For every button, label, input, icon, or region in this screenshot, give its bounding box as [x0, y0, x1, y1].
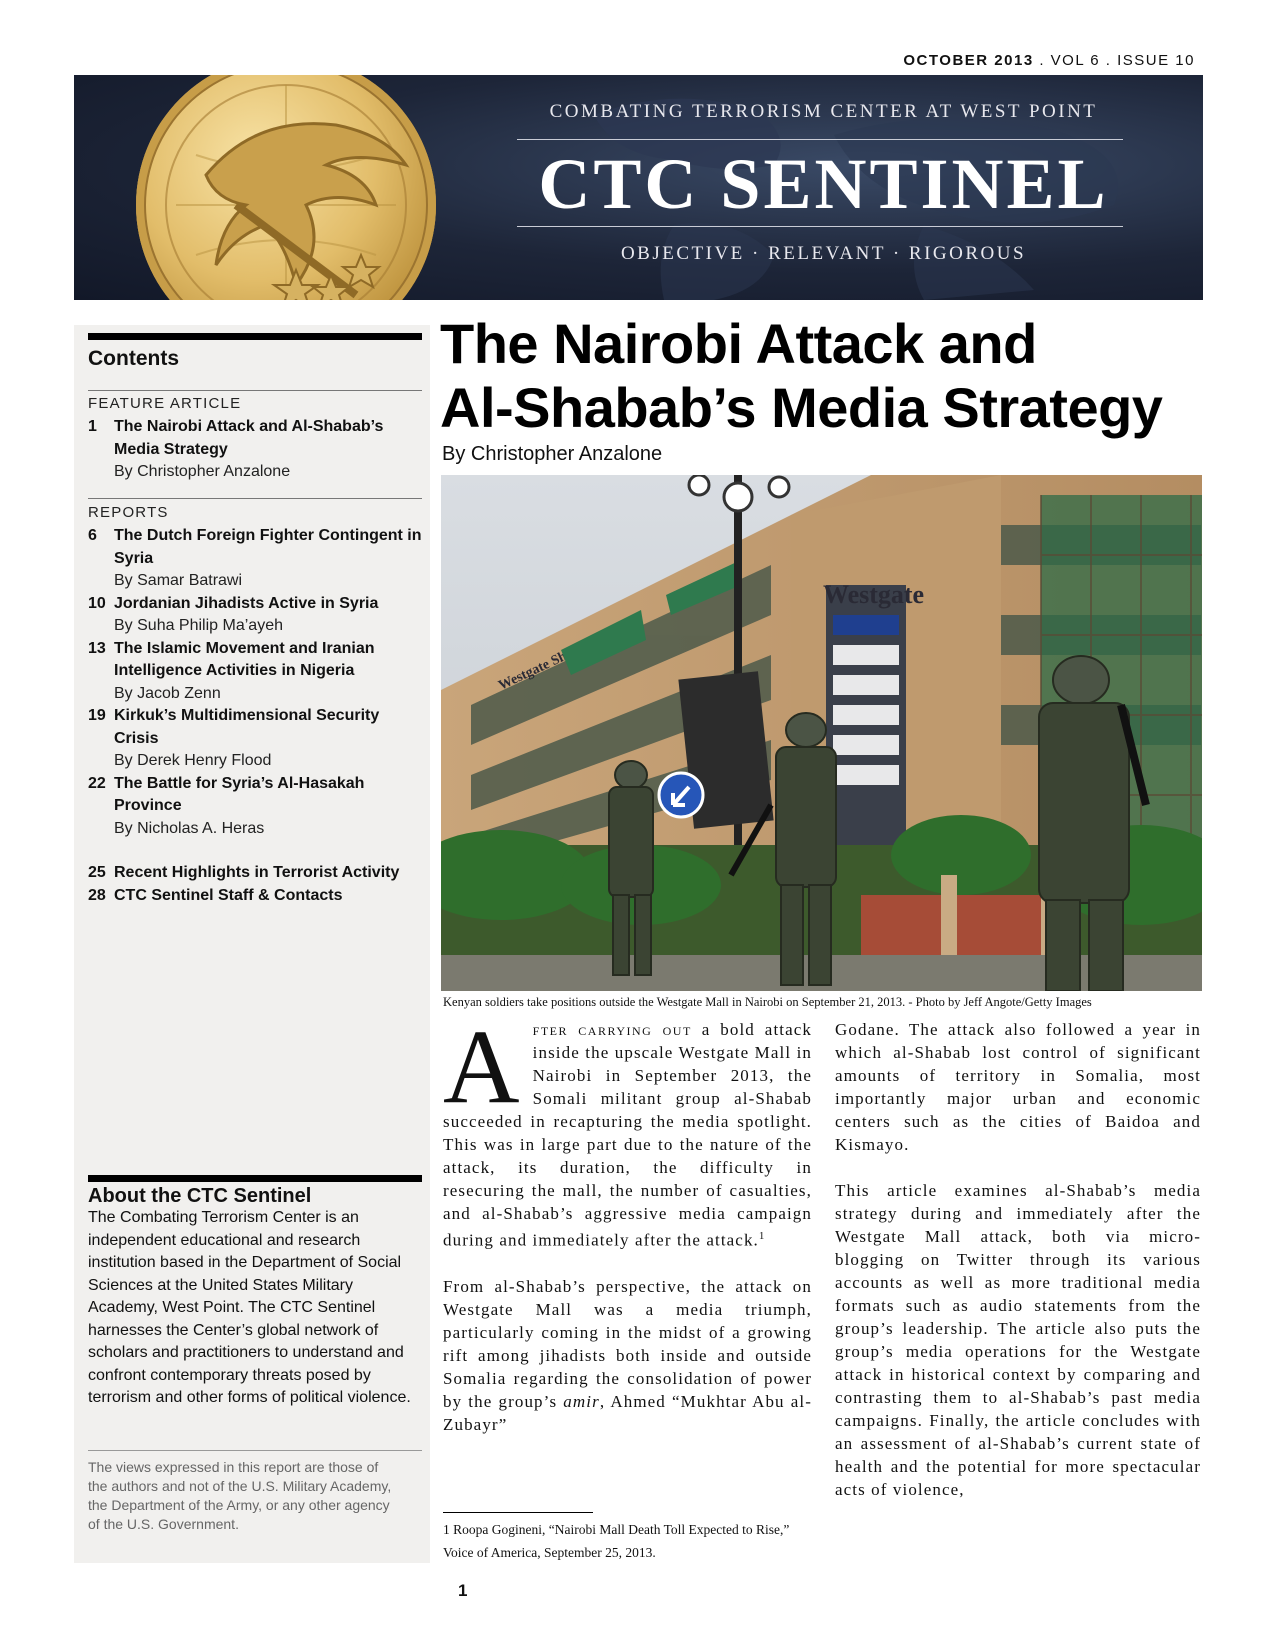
article-column-2: [835, 1018, 1201, 1524]
reports-label: REPORTS: [88, 504, 169, 521]
toc-title: The Islamic Movement and Iranian Intelligence Activities in Nigeria: [114, 639, 375, 679]
toc-entry-report[interactable]: [88, 525, 422, 593]
article-paragraph: [443, 1275, 812, 1436]
toc-entry-report[interactable]: [88, 773, 422, 841]
toc-author: By Nicholas A. Heras: [114, 819, 265, 837]
paragraph-3: Godane. The attack also followed a year in which al-Shabab lost control of significant amounts of territory in Somalia, most importantly major urban and economic centers such as the cities of Baidoa and Kismayo.: [835, 1020, 1201, 1154]
issue-date: OCTOBER 2013: [903, 52, 1034, 69]
contents-heading: Contents: [88, 347, 179, 370]
footnote: 1 Roopa Gogineni, “Nairobi Mall Death Toll Expected to Rise,” Voice of America, September 25, 2013.: [443, 1522, 790, 1560]
toc-page-number: 25: [88, 864, 106, 881]
photo-caption: Kenyan soldiers take positions outside the Westgate Mall in Nairobi on September 21, 2013. - Photo by Jeff Angote/Getty Images: [443, 995, 1092, 1009]
masthead-title: CTC SENTINEL: [538, 144, 1109, 224]
contents-bar: [88, 333, 422, 340]
divider: [88, 390, 422, 391]
headline-line-1: The Nairobi Attack and: [440, 312, 1037, 375]
paragraph-2-italic: amir: [563, 1391, 600, 1411]
toc-title: The Nairobi Attack and Al-Shabab’s Media Strategy: [114, 418, 384, 458]
lead-in: fter carrying out: [532, 1020, 692, 1039]
feature-label: FEATURE ARTICLE: [88, 395, 242, 412]
paragraph-2-text: From al-Shabab’s perspective, the attack on Westgate Mall was a media triumph, particularly coming in the midst of a growing rift among jihadists both inside and outside Somalia regarding the consolidation of power by the group’s: [443, 1276, 812, 1411]
masthead-motto: OBJECTIVE · RELEVANT · RIGOROUS: [620, 243, 1027, 264]
ctc-medal-logo: [136, 75, 436, 300]
toc-author: By Jacob Zenn: [114, 684, 221, 702]
paragraph-4: This article examines al-Shabab’s media strategy during and immediately after the Westgate Mall attack, both via micro-blogging on Twitter through its various accounts as well as more traditional media formats such as audio statements from the group’s leadership. The article also puts the group’s media operations for the Westgate attack in historical context by comparing and contrasting them to al-Shabab’s past media campaigns. Finally, the article concludes with an assessment of al-Shabab’s current state of health and the potential for more spectacular acts of violence,: [835, 1181, 1201, 1499]
article-photo: [441, 475, 1202, 991]
toc-page-number: 6: [88, 527, 97, 544]
footnote-marker[interactable]: 1: [758, 1230, 766, 1242]
masthead-org: COMBATING TERRORISM CENTER AT WEST POINT: [549, 101, 1098, 122]
photo-westgate-sign: Westgate: [823, 580, 925, 609]
toc-entry-extra[interactable]: [88, 885, 422, 908]
toc-author: By Suha Philip Ma’ayeh: [114, 617, 283, 634]
toc-title: Jordanian Jihadists Active in Syria: [114, 594, 379, 612]
about-text: The Combating Terrorism Center is an independent educational and research institution based in the Department of Social Sciences at the United States Military Academy, West Point. The CTC Sentinel harnesses the Center’s global network of scholars and practitioners to understand and confront contemporary threats posed by terrorism and other forms of political violence.: [88, 1209, 411, 1406]
toc-title: Kirkuk’s Multidimensional Security Crisis: [114, 707, 380, 747]
masthead-rule-top: [517, 139, 1123, 140]
photo-mall-sign: Westgate: [496, 657, 553, 694]
about-heading: About the CTC Sentinel: [88, 1185, 312, 1207]
footnote-rule: [443, 1512, 593, 1513]
disclaimer: The views expressed in this report are those of the authors and not of the U.S. Military Academy, the Department of the Army, or any other agency of the U.S. Government.: [88, 1459, 392, 1532]
toc-title: The Battle for Syria’s Al-Hasakah Province: [114, 774, 365, 814]
article-headline: [440, 312, 1200, 440]
paragraph-1-text: a bold attack inside the upscale Westgate Mall in Nairobi in September 2013, the Somali militant group al-Shabab succeeded in recapturing the media spotlight. This was in large part due to the nature of the attack, its duration, the difficulty in resecuring the mall, the number of casualties, and al-Shabab’s aggressive media campaign during and immediately after the attack.: [443, 1020, 812, 1250]
toc-entry-feature[interactable]: [88, 416, 422, 484]
masthead-banner: [74, 75, 1203, 300]
drop-cap: A: [443, 1008, 521, 1125]
article-byline: By Christopher Anzalone: [442, 443, 663, 465]
article-column-1: [443, 1008, 812, 1459]
article-paragraph: [443, 1008, 812, 1252]
divider: [88, 1450, 422, 1451]
toc-author: By Derek Henry Flood: [114, 752, 272, 769]
toc-page-number: 10: [88, 594, 106, 612]
masthead-rule-bottom: [517, 226, 1123, 227]
divider: [88, 498, 422, 499]
feature-toc: [88, 416, 422, 484]
toc-entry-report[interactable]: [88, 705, 422, 773]
toc-author: By Christopher Anzalone: [114, 463, 291, 480]
toc-page-number: 28: [88, 886, 106, 904]
toc-page-number: 13: [88, 639, 106, 657]
issue-volume: . VOL 6 . ISSUE 10: [1033, 52, 1195, 69]
about-bar: [88, 1175, 422, 1182]
toc-page-number: 22: [88, 774, 106, 792]
reports-toc: [88, 525, 422, 907]
toc-page-number: 19: [88, 707, 106, 724]
issue-line: [903, 52, 1195, 69]
contents-sidebar: [74, 325, 430, 1563]
toc-title: The Dutch Foreign Fighter Contingent in Syria: [114, 527, 422, 567]
toc-title: CTC Sentinel Staff & Contacts: [114, 886, 343, 904]
toc-author: By Samar Batrawi: [114, 572, 243, 589]
headline-line-2: Al-Shabab’s Media Strategy: [440, 376, 1163, 439]
page-number: 1: [458, 1581, 468, 1600]
toc-page-number: 1: [88, 418, 97, 435]
toc-title: Recent Highlights in Terrorist Activity: [114, 864, 400, 881]
toc-entry-extra[interactable]: [88, 862, 422, 885]
paragraph-2-text-end: , Ahmed “Mukhtar Abu al-Zubayr”: [443, 1391, 812, 1434]
toc-entry-report[interactable]: [88, 638, 422, 706]
toc-entry-report[interactable]: [88, 593, 422, 638]
